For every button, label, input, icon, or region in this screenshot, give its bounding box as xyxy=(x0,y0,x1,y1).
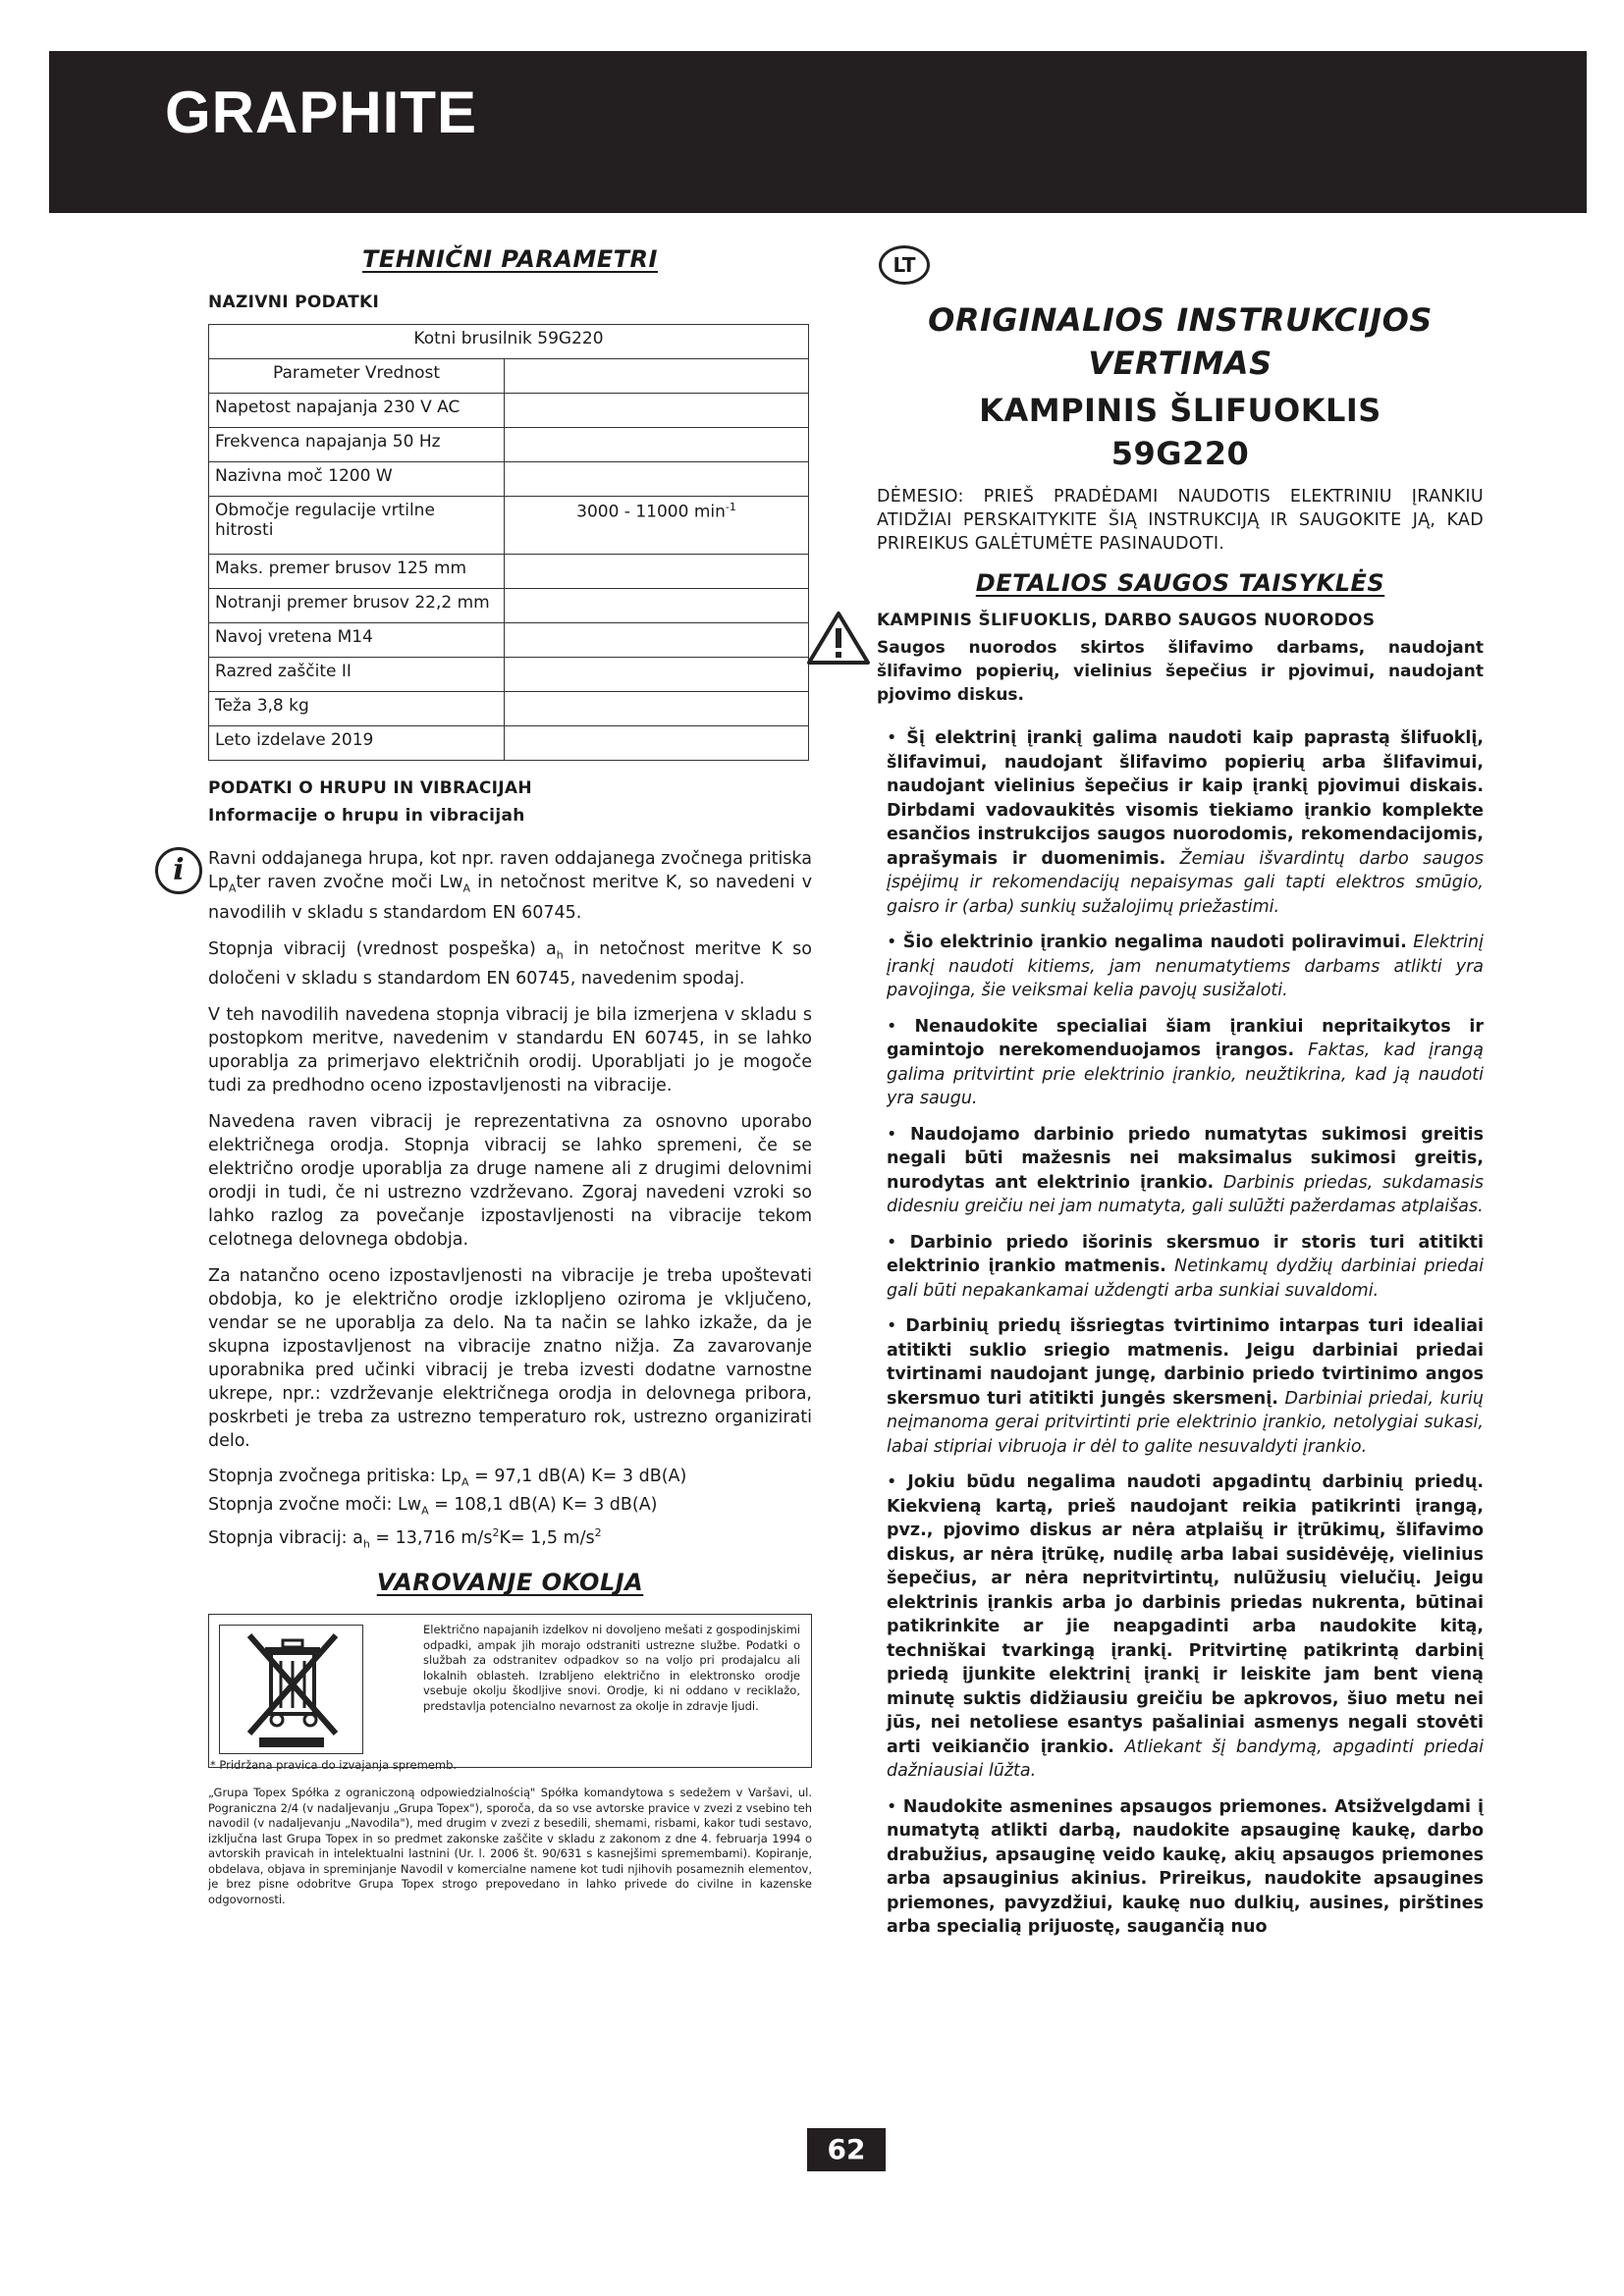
safety-intro: Saugos nuorodos skirtos šlifavimo darbams, naudojant šlifavimo popierių, vielinius šepečius ir pjovimui, naudojant pjovimo diskus. xyxy=(877,638,1484,705)
sound-pressure: Stopnja zvočnega pritiska: $Lp_A = 97,1$ dB(A) K= 3 dB(A) xyxy=(208,1467,687,1489)
safety-subheading: KAMPINIS ŠLIFUOKLIS, DARBO SAUGOS NUORODOS xyxy=(877,611,1376,630)
list-item: • Naudojamo darbinio priedo numatytas sukimosi greitis negali būti mažesnis nei maksimalus sukimosi greitis, nurodytas ant elektrinio įrankio. Darbinis priedas, sukdamasis didesniu greičiu nei jam numatyta, gali sulūžti pažerdamas atplaišas. xyxy=(887,1124,1484,1216)
noise-heading: PODATKI O HRUPU IN VIBRACIJAH xyxy=(208,778,532,798)
page-number: 62 xyxy=(807,2128,886,2171)
measurements xyxy=(208,1466,812,1555)
list-item: • Šio elektrinio įrankio negalima naudoti poliravimui. Elektrinį įrankį naudoti kitiems, jam nenumatytiems darbams atlikti yra pavojinga, šie veiksmai kelia pavojų susižaloti. xyxy=(887,933,1484,1000)
sound-power: Stopnja zvočne moči: $Lw_A = 108,1$ dB(A) K= 3 dB(A) xyxy=(208,1494,658,1517)
graphite-logo: GRAPHITE xyxy=(165,80,478,145)
weee-text: Električno napajanih izdelkov ni dovoljeno mešati z gospodinjskimi odpadki, ampak jih morajo odstraniti ustrezne službe. Podatki o službah za odstranitev odpadkov so na voljo pri prodajalcu ali lokalnih oblasteh. Izrabljeno električno in elektronsko orodje vsebuje okolju škodljive snovi. Orodje, ki ni oddano v reciklažo, predstavlja potencialno nevarnost za okolje in zdravje ljudi. xyxy=(423,1623,800,1713)
noise-paragraph-4: Navedena raven vibracij je reprezentativna za osnovno uporabo električnega orodja. Stopnja vibracij se lahko spremeni, če se električno orodje uporablja za druge namene ali z drugimi delovnimi orodji in tudi, če ni ustrezno vzdrževano. Zgoraj navedeni vzroki so lahko razlog za povečanje izpostavljenosti na vibracije tekom celotnega delovnega obdobja. xyxy=(208,1112,812,1250)
right-column xyxy=(877,245,1484,1951)
list-item: • Nenaudokite specialiai šiam įrankiui nepritaikytos ir gamintojo nerekomenduojamos įrangos. Faktas, kad įrangą galima pritvirtint prie elektrinio įrankio, neužtikrina, kad ją naudoti yra saugu. xyxy=(887,1016,1484,1108)
left-column xyxy=(173,245,813,1907)
noise-paragraph-3: V teh navodilih navedena stopnja vibracij je bila izmerjena v skladu s postopkom meritve, navedenim v standardu EN 60745, in se lahko uporablja za primerjavo električnih orodij. Uporabljati jo je mogoče tudi za predhodno oceno izpostavljenosti na vibracije. xyxy=(208,1005,812,1095)
table-row: Razred zaščite II xyxy=(209,658,809,692)
info-icon: i xyxy=(155,847,202,894)
table-row: Teža 3,8 kg xyxy=(209,692,809,726)
table-row: Maks. premer brusov 125 mm xyxy=(209,555,809,589)
table-row: Frekvenca napajanja 50 Hz xyxy=(209,428,809,462)
noise-paragraph-5: Za natančno oceno izpostavljenosti na vibracije je treba upoštevati obdobja, ko je električno orodje izklopljeno oziroma je vključeno, vendar se ne uporablja za delo. Na ta način se lahko izkaže, da je skupna izpostavljenost na vibracije znatno nižja. Za zavarovanje uporabnika pred učinki vibracij je treba izvesti dodatne varnostne ukrepe, npr.: vzdrževanje električnega orodja in delovnega pribora, poskrbeti je treba za ustrezno temperaturo rok, ustrezno organizirati delo. xyxy=(208,1266,812,1451)
product-title: KAMPINIS ŠLIFUOKLIS xyxy=(979,392,1381,429)
caution-text: DĖMESIO: PRIEŠ PRADĖDAMI NAUDOTIS ELEKTRINIU ĮRANKIU ATIDŽIAI PERSKAITYKITE ŠIĄ INSTRUKCIJĄ IR SAUGOKITE JĄ, KAD PRIREIKUS GALĖTUMĖTE PASINAUDOTI. xyxy=(877,487,1484,554)
table-row: Nazivna moč 1200 W xyxy=(209,462,809,497)
table-title: Kotni brusilnik 59G220 xyxy=(209,325,809,359)
table-row: Območje regulacije vrtilne hitrosti 3000 - 11000 $\min^{-1}$ xyxy=(209,497,809,555)
crossed-bin-icon xyxy=(219,1625,363,1754)
list-item: • Šį elektrinį įrankį galima naudoti kaip paprastą šlifuoklį, šlifavimui, naudojant šlifavimo popierių arba šlifavimui, naudojant vielinius šepečius ir kaip įrankį pjovimui diskais. Dirbdami vadovaukitės visomis tiekiamo įrankio komplekte esančios instrukcijos saugos nuorodomis, rekomendacijomis, aprašymais ir duomenimis. Žemiau išvardintų darbo saugos įspėjimų ir rekomendacijų nepaisymas gali tapti elektros smūgio, gaisro ir (arba) sunkių sužalojimų priežastimi. xyxy=(887,728,1484,917)
table-row: Leto izdelave 2019 xyxy=(209,726,809,761)
model-number: 59G220 xyxy=(1110,435,1250,472)
legal-text: „Grupa Topex Spółka z ograniczoną odpowiedzialnością" Spółka komandytowa s sedežem v Varšavi, ul. Pograniczna 2/4 (v nadaljevanju „Grupa Topex"), sporoča, da so vse avtorske pravice v zvezi z vsebino teh navodil (v nadaljevanju „Navodila"), med drugim v zvezi z besedili, shemami, risbami, kakor tudi sestavo, izključna last Grupa Topex in so predmet zakonske zaščite v skladu z zakonom z dne 4. februarja 1994 o avtorskih pravicah in intelektualni lastnini (Ur. l. 2006 št. 90/631 s kasnejšimi spremembami). Kopiranje, obdelava, objava in spreminjanje Navodil v komercialne namene kot tudi njihovih posameznih elementov, je brez pisne odobritve Grupa Topex strogo prepovedano in lahko privede do civilne in kazenske odgovornosti. xyxy=(208,1786,812,1906)
doc-title-2: VERTIMAS xyxy=(1088,345,1272,382)
section-title-safety: DETALIOS SAUGOS TAISYKLĖS xyxy=(975,569,1385,597)
table-row: Navoj vretena M14 xyxy=(209,623,809,658)
warning-icon xyxy=(806,611,871,669)
noise-paragraph-1: Ravni oddajanega hrupa, kot npr. raven oddajanega zvočnega pritiska $Lp_Ater$ raven zvočne moči $Lw_A$ in netočnost meritve K, so navedeni v navodilih v skladu s standardom EN 60745. xyxy=(208,849,812,923)
vibration-level: Stopnja vibracij: $a_h = 13,716$ $m/s^2K= 1,5$ $m/s^2$ xyxy=(208,1526,602,1551)
doc-title-1: ORIGINALIOS INSTRUKCIJOS xyxy=(928,301,1433,339)
weee-box xyxy=(208,1614,812,1768)
list-item: • Darbinių priedų išsriegtas tvirtinimo intarpas turi idealiai atitikti suklio sriegio matmenis. Jeigu darbiniai priedai tvirtinami naudojant jungę, darbinio priedo tvirtinimo angos skersmuo turi atitikti jungės skersmenį. Darbiniai priedai, kurių neįmanoma gerai pritvirtinti prie elektrinio įrankio, netolygiai sukasi, labai stipriai vibruoja ir dėl to galite nesuvaldyti įrankio. xyxy=(887,1316,1485,1457)
language-badge: LT xyxy=(879,245,930,285)
table-header: Parameter Vrednost xyxy=(209,359,505,394)
list-item: • Naudokite asmenines apsaugos priemones. Atsižvelgdami į numatytą atlikti darbą, naudokite apsauginę kaukę, darbo drabužius, apsauginę veido kaukę, akių apsaugos priemones arba apsauginius akinius. Prireikus, naudokite apsaugines priemones, pavyzdžiui, kaukę nuo dulkių, ausines, pirštines arba specialią prijuostę, saugančią nuo xyxy=(887,1796,1484,1937)
section-title-technical: TEHNIČNI PARAMETRI xyxy=(362,245,658,273)
rights-note: * Pridržana pravica do izvajanja sprememb. xyxy=(210,1758,458,1773)
noise-subheading: Informacije o hrupu in vibracijah xyxy=(208,806,525,826)
safety-list xyxy=(877,726,1484,1940)
noise-paragraph-2: Stopnja vibracij (vrednost pospeška) $a_h$ in netočnost meritve K so določeni v skladu s standardom EN 60745, navedenim spodaj. xyxy=(208,938,813,988)
table-row: Notranji premer brusov 22,2 mm xyxy=(209,589,809,623)
spec-table xyxy=(208,324,809,761)
list-item: • Jokiu būdu negalima naudoti apgadintų darbinių priedų. Kiekvieną kartą, prieš naudojant reikia patikrinti įrangą, pvz., pjovimo diskus ar nėra atplaišų ir įtrūkimų, šlifavimo diskus, ar nėra įtrūkę, nudilę arba labai susidėvėję, vielinius šepečius, ar nėra nepritvirtintų, nulūžusių vielučių. Jeigu elektrinis įrankis arba jo darbinis priedas nukrenta, būtinai patikrinkite ar jie neapgadinti arba naudokite kitą, techniškai tvarkingą įrankį. Pritvirtinę patikrintą darbinį priedą įjunkite elektrinį įrankį ir leiskite jam bent vieną minutę suktis didžiausiu greičiu be apkrovos, šiuo metu nei jūs, nei netoliese esantys pašaliniai asmenys negali stovėti arti veikiančio įrankio. Atliekant šį bandymą, apgadinti priedai dažniausiai lūžta. xyxy=(887,1472,1484,1781)
list-item: • Darbinio priedo išorinis skersmuo ir storis turi atitikti elektrinio įrankio matmenis. Netinkamų dydžių darbiniai priedai gali būti nepakankamai uždengti arba sunkiai suvaldomi. xyxy=(887,1232,1484,1301)
section-title-environment: VAROVANJE OKOLJA xyxy=(376,1569,644,1597)
table-row: Napetost napajanja 230 V AC xyxy=(209,394,809,428)
rated-data-heading: NAZIVNI PODATKI xyxy=(208,293,380,312)
